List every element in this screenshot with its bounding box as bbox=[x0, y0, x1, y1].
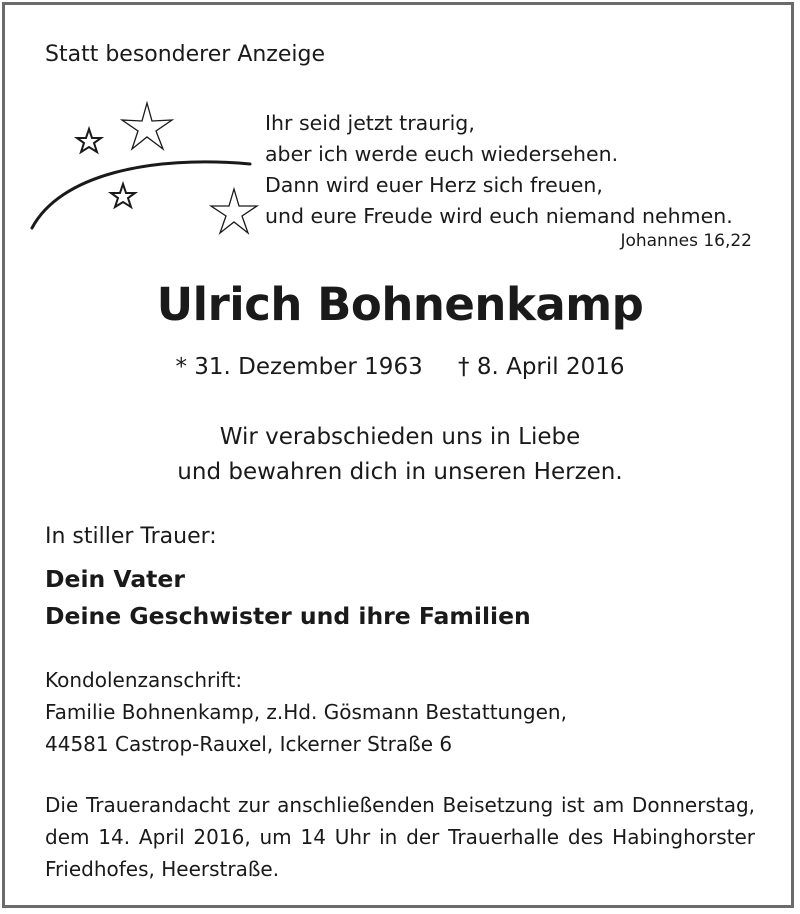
farewell-message bbox=[0, 420, 800, 490]
verse-line: und eure Freude wird euch niemand nehmen. bbox=[265, 204, 733, 228]
condolence-address bbox=[45, 664, 567, 760]
address-line: Familie Bohnenkamp, z.Hd. Gösmann Bestattungen, bbox=[45, 700, 567, 724]
star-icon bbox=[122, 103, 172, 149]
death-date: † 8. April 2016 bbox=[458, 354, 625, 380]
deceased-name: Ulrich Bohnenkamp bbox=[156, 278, 644, 331]
verse-reference: Johannes 16,22 bbox=[620, 231, 752, 251]
service-announcement: Die Trauerandacht zur anschließenden Beisetzung ist am Donnerstag, dem 14. April 2016, um 14 Uhr in der Trauerhalle des Habinghorster Friedhofes, Heerstraße. bbox=[45, 793, 755, 881]
star-icon bbox=[77, 129, 101, 152]
life-dates bbox=[0, 354, 800, 380]
notice-header: Statt besonderer Anzeige bbox=[45, 42, 326, 67]
mourners-list bbox=[45, 561, 531, 635]
mourner: Deine Geschwister und ihre Familien bbox=[45, 602, 531, 630]
star-icon bbox=[111, 184, 135, 207]
birth-date: * 31. Dezember 1963 bbox=[175, 354, 423, 380]
verse-line: aber ich werde euch wiedersehen. bbox=[265, 142, 619, 166]
shooting-star-arc-icon bbox=[32, 162, 250, 228]
farewell-line: Wir verabschieden uns in Liebe bbox=[219, 424, 581, 450]
mourner: Dein Vater bbox=[45, 565, 185, 593]
verse-line: Ihr seid jetzt traurig, bbox=[265, 111, 475, 135]
verse-line: Dann wird euer Herz sich freuen, bbox=[265, 173, 603, 197]
farewell-line: und bewahren dich in unseren Herzen. bbox=[177, 459, 623, 485]
mourning-intro: In stiller Trauer: bbox=[45, 524, 217, 549]
star-icon bbox=[211, 189, 257, 233]
bible-verse bbox=[265, 108, 733, 232]
address-line: 44581 Castrop-Rauxel, Ickerner Straße 6 bbox=[45, 732, 453, 756]
condolence-label: Kondolenzanschrift: bbox=[45, 668, 243, 692]
